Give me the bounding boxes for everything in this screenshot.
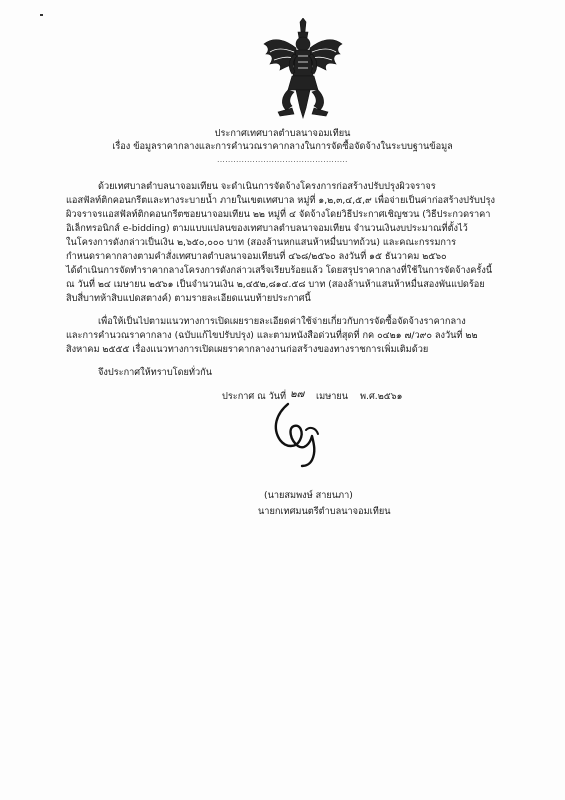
date-year: พ.ศ.๒๕๖๑: [360, 391, 403, 402]
p1-line-1: ด้วยเทศบาลตำบลนาจอมเทียน จะดำเนินการจัดจ้างโครงการก่อสร้างปรับปรุงผิวจราจร: [98, 181, 436, 192]
closing-line: จึงประกาศให้ทราบโดยทั่วกัน: [98, 367, 212, 378]
garuda-emblem-icon: [258, 18, 348, 120]
p1-line-6: กำหนดราคากลางตามคำสั่งเทศบาลตำบลนาจอมเทียนที่ ๔๖๘/๒๕๖๐ ลงวันที่ ๑๕ ธันวาคม ๒๕๖๐: [66, 251, 447, 262]
signatory-name: (นายสมพงษ์ สายนภา): [264, 490, 353, 501]
p1-line-7: ได้ดำเนินการจัดทำราคากลางโครงการดังกล่าวเสร็จเรียบร้อยแล้ว โดยสรุปราคากลางที่ใช้ในการจัดจ้างครั้งนี้: [66, 265, 493, 276]
handwritten-day: ๒๗: [290, 389, 305, 400]
p2-line-1: เพื่อให้เป็นไปตามแนวทางการเปิดเผยรายละเอียดค่าใช้จ่ายเกี่ยวกับการจัดซื้อจัดจ้างราคากลาง: [98, 316, 466, 327]
p1-line-8: ณ วันที่ ๒๔ เมษายน ๒๕๖๑ เป็นจำนวนเงิน ๒,๔๕๒,๘๑๔.๕๘ บาท (สองล้านห้าแสนห้าหมื่นสองพันแปดร้อย: [66, 279, 485, 290]
signatory-title: นายกเทศมนตรีตำบลนาจอมเทียน: [258, 506, 391, 517]
p1-line-5: ในโครงการดังกล่าวเป็นเงิน ๒,๖๕๐,๐๐๐ บาท (สองล้านหกแสนห้าหมื่นบาทถ้วน) และคณะกรรมการ: [66, 237, 457, 248]
separator-dots: ................................................: [217, 156, 348, 164]
p1-line-4: อิเล็กทรอนิกส์ e-bidding) ตามแบบแปลนของเทศบาลตำบลนาจอมเทียน จำนวนเงินงบประมาณที่ตั้งไว้: [66, 223, 468, 234]
p1-line-3: ผิวจราจรแอสฟัลท์ติกคอนกรีตซอยนาจอมเทียน ๒๒ หมู่ที่ ๔ จัดจ้างโดยวิธีประกาศเชิญชวน (วิธีประกวดราคา: [66, 209, 491, 220]
date-month: เมษายน: [316, 391, 349, 402]
p2-line-2: และการคำนวณราคากลาง (ฉบับแก้ไขปรับปรุง) และตามหนังสือด่วนที่สุดที่ กค ๐๔๒๑ ๗/ว๙๐ ลงวันที่ ๒๒: [66, 330, 478, 341]
subject-line: เรื่อง ข้อมูลราคากลางและการคำนวณราคากลางในการจัดซื้อจัดจ้างในระบบฐานข้อมูล: [112, 141, 453, 152]
date-prefix: ประกาศ ณ วันที่: [222, 391, 287, 402]
signature-mark: [262, 400, 342, 470]
scan-speck: [40, 14, 43, 16]
p1-line-2: แอสฟัลท์ติกคอนกรีตและทางระบายน้ำ ภายในเขตเทศบาล หมู่ที่ ๑,๒,๓,๔,๕,๙ เพื่อจ่ายเป็นค่าก่อสร้างปรับปรุง: [66, 195, 496, 206]
p1-line-9: สิบสี่บาทห้าสิบแปดสตางค์) ตามรายละเอียดแนบท้ายประกาศนี้: [66, 293, 311, 304]
p2-line-3: สิงหาคม ๒๕๕๕ เรื่องแนวทางการเปิดเผยราคากลางงานก่อสร้างของทางราชการเพิ่มเติมด้วย: [66, 344, 429, 355]
announcement-heading: ประกาศเทศบาลตำบลนาจอมเทียน: [214, 128, 351, 139]
